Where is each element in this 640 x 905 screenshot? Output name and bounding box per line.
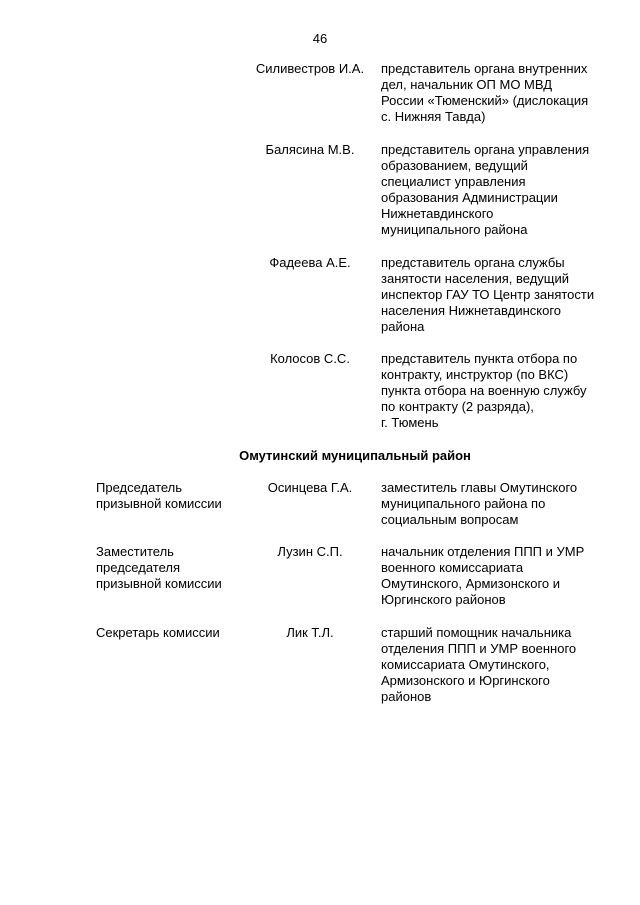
description-line: специалист управления bbox=[381, 174, 526, 189]
member-name: Лузин С.П. bbox=[277, 544, 343, 559]
member-name: Балясина М.В. bbox=[265, 142, 355, 157]
member-description bbox=[381, 255, 621, 335]
role-line: Председатель bbox=[96, 480, 183, 495]
description-line: представитель органа управления bbox=[381, 142, 590, 157]
member-name: Колосов С.С. bbox=[270, 351, 350, 366]
member-description bbox=[381, 544, 621, 608]
description-line: муниципального района bbox=[381, 222, 528, 237]
description-line: отделения ППП и УМР военного bbox=[381, 641, 577, 656]
description-line: представитель органа внутренних bbox=[381, 61, 588, 76]
description-line: населения Нижнетавдинского bbox=[381, 303, 562, 318]
description-line: образования Администрации bbox=[381, 190, 558, 205]
member-description bbox=[381, 480, 621, 528]
section-title bbox=[0, 448, 640, 464]
role-line: председателя bbox=[96, 560, 181, 575]
description-line: образованием, ведущий bbox=[381, 158, 528, 173]
description-line: старший помощник начальника bbox=[381, 625, 572, 640]
description-line: Нижнетавдинского bbox=[381, 206, 494, 221]
description-line: г. Тюмень bbox=[381, 415, 439, 430]
description-line: Омутинского, Армизонского и bbox=[381, 576, 561, 591]
description-line: военного комиссариата bbox=[381, 560, 524, 575]
description-line: дел, начальник ОП МО МВД bbox=[381, 77, 553, 92]
description-line: муниципального района по bbox=[381, 496, 546, 511]
description-line: занятости населения, ведущий bbox=[381, 271, 570, 286]
member-name: Лик Т.Л. bbox=[286, 625, 334, 640]
role-line: призывной комиссии bbox=[96, 576, 222, 591]
member-description bbox=[381, 625, 621, 705]
member-name: Силивестров И.А. bbox=[255, 61, 365, 76]
role-line: Секретарь комиссии bbox=[96, 625, 220, 640]
description-line: социальным вопросам bbox=[381, 512, 519, 527]
description-line: представитель пункта отбора по bbox=[381, 351, 578, 366]
description-line: с. Нижняя Тавда) bbox=[381, 109, 486, 124]
description-line: пункта отбора на военную службу bbox=[381, 383, 587, 398]
member-role bbox=[96, 625, 246, 641]
description-line: Армизонского и Юргинского bbox=[381, 673, 550, 688]
description-line: начальник отделения ППП и УМР bbox=[381, 544, 585, 559]
section-title-text: Омутинский муниципальный район bbox=[239, 448, 471, 463]
member-name: Фадеева А.Е. bbox=[269, 255, 351, 270]
description-line: по контракту (2 разряда), bbox=[381, 399, 534, 414]
description-line: комиссариата Омутинского, bbox=[381, 657, 550, 672]
description-line: районов bbox=[381, 689, 432, 704]
member-description bbox=[381, 142, 621, 238]
description-line: контракту, инструктор (по ВКС) bbox=[381, 367, 569, 382]
member-role bbox=[96, 544, 246, 592]
description-line: заместитель главы Омутинского bbox=[381, 480, 578, 495]
role-line: призывной комиссии bbox=[96, 496, 222, 511]
member-role bbox=[96, 480, 246, 512]
page-number: 46 bbox=[312, 31, 328, 46]
description-line: района bbox=[381, 319, 425, 334]
description-line: представитель органа службы bbox=[381, 255, 565, 270]
description-line: Юргинского районов bbox=[381, 592, 506, 607]
member-description bbox=[381, 351, 621, 431]
description-line: России «Тюменский» (дислокация bbox=[381, 93, 589, 108]
description-line: инспектор ГАУ ТО Центр занятости bbox=[381, 287, 595, 302]
member-description bbox=[381, 61, 621, 125]
role-line: Заместитель bbox=[96, 544, 174, 559]
member-name: Осинцева Г.А. bbox=[267, 480, 353, 495]
